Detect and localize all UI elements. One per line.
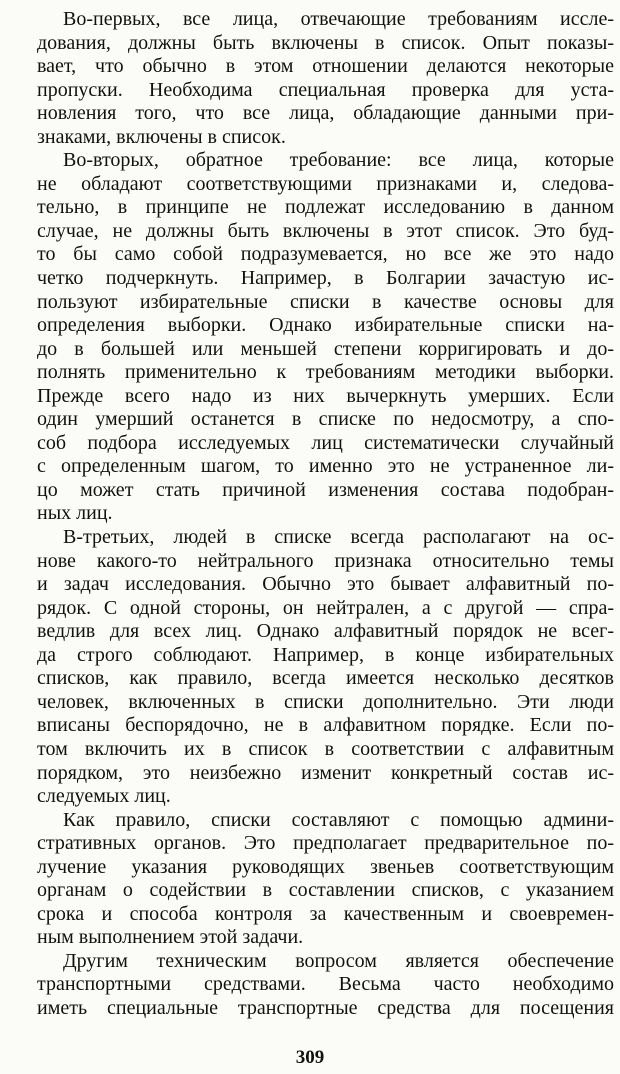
- page-number: 309: [295, 1047, 325, 1068]
- text-line: транспортными средствами. Весьма часто необходимо: [37, 973, 614, 996]
- text-line: порядком, это неизбежно изменит конкретный состав ис-: [37, 761, 614, 784]
- text-line: лучение указания руководящих звеньев соответствующим: [37, 855, 614, 878]
- text-line: вает, что обычно в этом отношении делаются некоторые: [37, 55, 614, 78]
- text-line: с определенным шагом, то именно это не устраненное ли-: [37, 455, 614, 478]
- text-line: новления того, что все лица, обладающие данными при-: [37, 102, 614, 125]
- text-line: срока и способа контроля за качественным и своевремен-: [37, 902, 614, 925]
- text-line: стративных органов. Это предполагает предварительное по-: [37, 832, 614, 855]
- text-line: рядок. С одной стороны, он нейтрален, а с другой — спра-: [37, 596, 614, 619]
- text-line: полнять применительно к требованиям методики выборки.: [37, 361, 614, 384]
- text-line: цо может стать причиной изменения состава подобран-: [37, 478, 614, 501]
- text-line: В-третьих, людей в списке всегда располагают на ос-: [63, 526, 614, 549]
- text-line: соб подбора исследуемых лиц систематически случайный: [37, 431, 614, 454]
- text-line: ных лиц.: [37, 502, 113, 525]
- text-line: пропуски. Необходима специальная проверка для уста-: [37, 78, 614, 101]
- text-line: да строго соблюдают. Например, в конце избирательных: [37, 643, 614, 666]
- text-line: Как правило, списки составляют с помощью админи-: [63, 808, 614, 831]
- text-line: не обладают соответствующими признаками и, следова-: [37, 172, 614, 195]
- text-line: пользуют избирательные списки в качестве основы для: [37, 290, 614, 313]
- text-line: то бы само собой подразумевается, но все же это надо: [37, 243, 614, 266]
- text-line: нове какого-то нейтрального признака относительно темы: [37, 549, 614, 572]
- text-line: случае, не должны быть включены в этот список. Это буд-: [37, 219, 614, 242]
- text-line: Во-вторых, обратное требование: все лица, которые: [63, 149, 614, 172]
- text-line: вписаны беспорядочно, не в алфавитном порядке. Если по-: [37, 714, 614, 737]
- text-line: том включить их в список в соответствии с алфавитным: [37, 737, 614, 760]
- text-line: знаками, включены в список.: [37, 125, 286, 148]
- text-line: ведлив для всех лиц. Однако алфавитный порядок не всег-: [37, 620, 614, 643]
- text-line: четко подчеркнуть. Например, в Болгарии зачастую ис-: [37, 267, 614, 290]
- text-line: тельно, в принципе не подлежат исследованию в данном: [37, 196, 614, 219]
- text-line: один умерший останется в списке по недосмотру, а спо-: [37, 408, 614, 431]
- text-line: Во-первых, все лица, отвечающие требованиям иссле-: [63, 8, 614, 30]
- text-line: Другим техническим вопросом является обеспечение: [63, 949, 614, 972]
- text-line: ным выполнением этой задачи.: [37, 926, 304, 949]
- text-line: человек, включенных в списки дополнительно. Эти люди: [37, 690, 614, 713]
- text-line: следуемых лиц.: [37, 785, 171, 808]
- text-line: до в большей или меньшей степени корригировать и до-: [37, 337, 614, 360]
- text-line: списков, как правило, всегда имеется несколько десятков: [37, 667, 614, 690]
- text-line: и задач исследования. Обычно это бывает алфавитный по-: [37, 573, 614, 596]
- text-line: дования, должны быть включены в список. Опыт показы-: [37, 31, 614, 54]
- text-line: органам о содействии в составлении списков, с указанием: [37, 879, 614, 902]
- text-line: Прежде всего надо из них вычеркнуть умерших. Если: [37, 384, 614, 407]
- text-line: иметь специальные транспортные средства для посещения: [37, 996, 614, 1019]
- text-line: определения выборки. Однако избирательные списки на-: [37, 314, 614, 337]
- body-text: [37, 8, 614, 1021]
